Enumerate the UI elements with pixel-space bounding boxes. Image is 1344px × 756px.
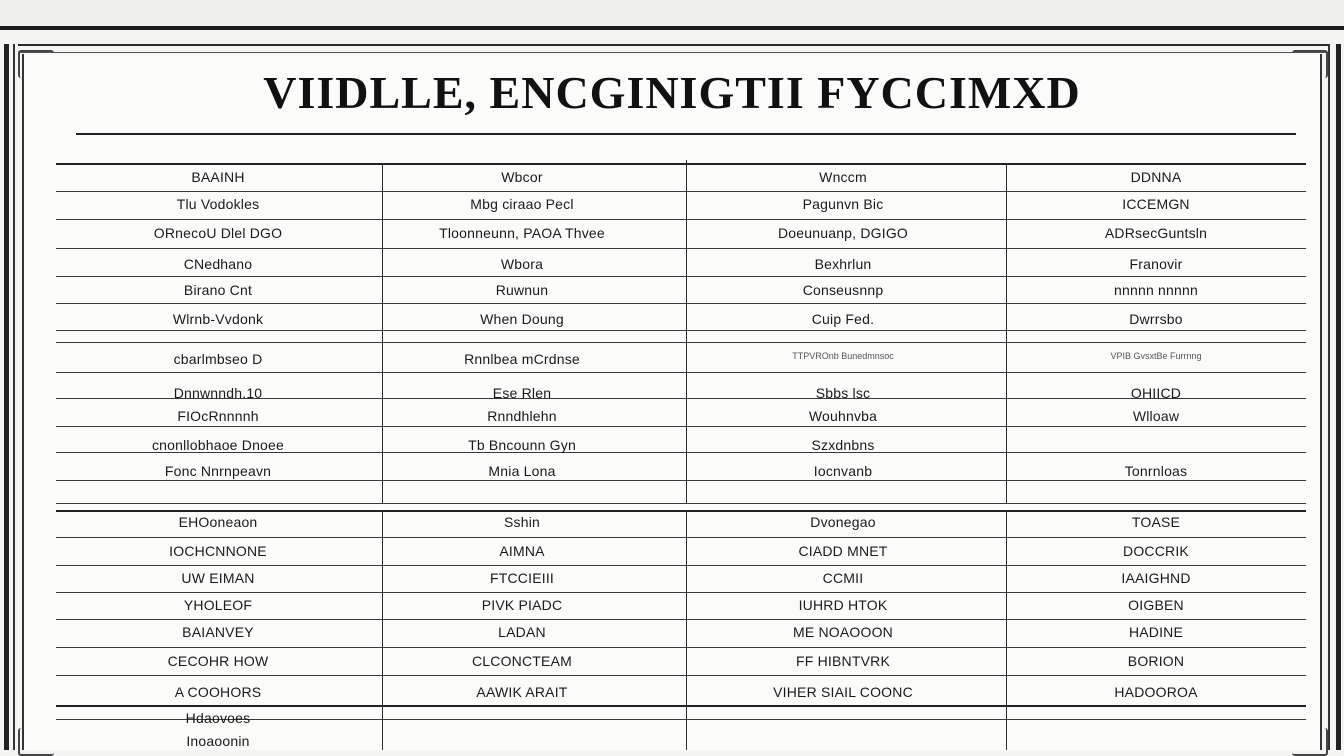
corner-ornament-bottom-right — [1292, 728, 1328, 756]
table-bottom-cell: Inoaoonin — [186, 733, 250, 749]
table-rule — [56, 503, 1306, 504]
column-divider — [686, 160, 687, 503]
table-bottom-cell: Hdaovoes — [185, 710, 251, 726]
table-top-cell: Franovir — [1129, 256, 1183, 272]
table-bottom-cell: IAAIGHND — [1121, 570, 1191, 586]
table-top-cell: Wbora — [500, 256, 544, 272]
table-bottom-cell: LADAN — [498, 624, 546, 640]
page-top-rule — [0, 26, 1344, 30]
frame-left-border — [4, 44, 9, 750]
corner-ornament-bottom-left — [18, 728, 54, 756]
table-bottom-cell: AAWIK ARAIT — [476, 684, 568, 700]
table-bottom-cell: FF HIBNTVRK — [796, 653, 890, 669]
table-rule — [56, 248, 1306, 249]
table-rule — [56, 565, 1306, 566]
table-top-cell: VPIB GvsxtBe Furrnng — [1110, 351, 1202, 361]
table-top-cell: Rnndhlehn — [487, 408, 557, 424]
table-top-cell: Dwrrsbo — [1129, 311, 1183, 327]
table-top-cell: Szxdnbns — [811, 437, 875, 453]
table-top-cell: Tonrnloas — [1124, 463, 1188, 479]
table-bottom-cell: OIGBEN — [1128, 597, 1184, 613]
table-rule — [56, 619, 1306, 620]
table-rule — [56, 537, 1306, 538]
table-bottom-cell: A COOHORS — [174, 684, 262, 700]
table-bottom-cell: BAIANVEY — [182, 624, 254, 640]
table-top-cell: cbarlmbseo D — [173, 351, 263, 367]
table-top-cell: ICCEMGN — [1122, 196, 1190, 212]
table-bottom-cell: FTCCIEIII — [489, 570, 555, 586]
table-rule — [56, 303, 1306, 304]
table-top-cell: Sbbs lsc — [815, 385, 871, 401]
frame-left-inner-border — [13, 44, 15, 750]
frame-top-border — [18, 44, 1328, 46]
document-sheet — [22, 54, 1322, 750]
table-top-cell: Tb Bncounn Gyn — [468, 437, 576, 453]
table-rule — [56, 480, 1306, 481]
table-bottom-cell: BORION — [1127, 653, 1185, 669]
table-rule — [56, 163, 1306, 165]
table-top-cell: Wnccm — [819, 169, 867, 185]
table-bottom-cell: ME NOAOOON — [792, 624, 893, 640]
table-top-cell: Birano Cnt — [183, 282, 253, 298]
table-rule — [56, 510, 1306, 512]
table-rule — [56, 426, 1306, 427]
table-top-cell: Conseusnnp — [802, 282, 884, 298]
table-top-cell: Mnia Lona — [488, 463, 556, 479]
table-top-cell: Ese Rlen — [492, 385, 552, 401]
table-top-cell: Cuip Fed. — [811, 311, 875, 327]
table-top-cell: Fonc Nnrnpeavn — [164, 463, 272, 479]
table-bottom-cell: VIHER SIAIL COONC — [773, 684, 913, 700]
table-bottom-cell: CECOHR HOW — [167, 653, 269, 669]
table-top-cell: Wlloaw — [1132, 408, 1180, 424]
table-top-cell: Wbcor — [501, 169, 543, 185]
table-top-cell: Bexhrlun — [814, 256, 872, 272]
column-divider — [1006, 510, 1007, 750]
table-bottom-cell: EHOoneaon — [178, 514, 258, 530]
table-rule — [56, 191, 1306, 192]
table-top-cell: Dnnwnndh.10 — [173, 385, 263, 401]
table-top-cell: Ruwnun — [495, 282, 549, 298]
table-bottom-cell: Dvonegao — [810, 514, 876, 530]
table-bottom-cell: UW EIMAN — [181, 570, 255, 586]
table-bottom-cell: DOCCRIK — [1123, 543, 1189, 559]
table-rule — [56, 342, 1306, 343]
table-top-cell: Rnnlbea mCrdnse — [464, 351, 580, 367]
column-divider — [1006, 163, 1007, 503]
table-top-cell: DDNNA — [1130, 169, 1182, 185]
table-bottom-cell: AIMNA — [499, 543, 545, 559]
table-bottom-cell: TOASE — [1131, 514, 1181, 530]
table-top-cell: Wouhnvba — [808, 408, 878, 424]
table-top-cell: TTPVROnb Bunedmnsoc — [792, 351, 894, 361]
table-top-cell: ADRsecGuntsln — [1104, 225, 1208, 241]
table-top-cell: Tlu Vodokles — [176, 196, 260, 212]
table-top-cell: OHIICD — [1130, 385, 1182, 401]
column-divider — [686, 510, 687, 750]
table-top-cell: CNedhano — [183, 256, 253, 272]
table-top-cell: Pagunvn Bic — [802, 196, 884, 212]
table-top-cell: When Doung — [480, 311, 564, 327]
table-bottom-cell: PIVK PIADC — [481, 597, 563, 613]
table-rule — [56, 647, 1306, 648]
table-top-cell: Tloonneunn, PAOA Thvee — [439, 225, 605, 241]
table-top-cell: nnnnn nnnnn — [1114, 282, 1198, 298]
table-bottom-cell: Sshin — [503, 514, 541, 530]
table-top-cell: Iocnvanb — [813, 463, 873, 479]
table-rule — [56, 705, 1306, 707]
table-top-cell: ORnecoU Dlel DGO — [153, 225, 283, 241]
table-rule — [56, 675, 1306, 676]
table-bottom-cell: CLCONCTEAM — [471, 653, 572, 669]
table-bottom-cell: CIADD MNET — [798, 543, 888, 559]
table-rule — [56, 592, 1306, 593]
table-top-cell: BAAINH — [191, 169, 245, 185]
frame-top-inner-border — [18, 52, 1328, 53]
table-rule — [56, 330, 1306, 331]
frame-right-border — [1336, 44, 1341, 750]
table-top-cell: FIOcRnnnnh — [177, 408, 259, 424]
table-top-cell: Doeunuanp, DGIGO — [777, 225, 909, 241]
table-bottom-cell: HADOOROA — [1114, 684, 1198, 700]
title-underline — [76, 133, 1296, 135]
page-top-band — [0, 0, 1344, 26]
table-bottom-cell: YHOLEOF — [183, 597, 253, 613]
table-top-cell: cnonllobhaoe Dnoee — [151, 437, 285, 453]
table-rule — [56, 276, 1306, 277]
table-top-cell: Mbg ciraao Pecl — [470, 196, 574, 212]
document-title: VIIDLLE, ENCGINIGTII FYCCIMXD — [263, 67, 1081, 118]
table-rule — [56, 219, 1306, 220]
table-bottom-cell: HADINE — [1128, 624, 1184, 640]
frame-right-inner-border — [1328, 44, 1330, 750]
table-rule — [56, 372, 1306, 373]
table-bottom-cell: IUHRD HTOK — [798, 597, 888, 613]
table-top-cell: Wlrnb-Vvdonk — [172, 311, 264, 327]
table-bottom-cell: IOCHCNNONE — [169, 543, 267, 559]
table-bottom-cell: CCMII — [822, 570, 864, 586]
